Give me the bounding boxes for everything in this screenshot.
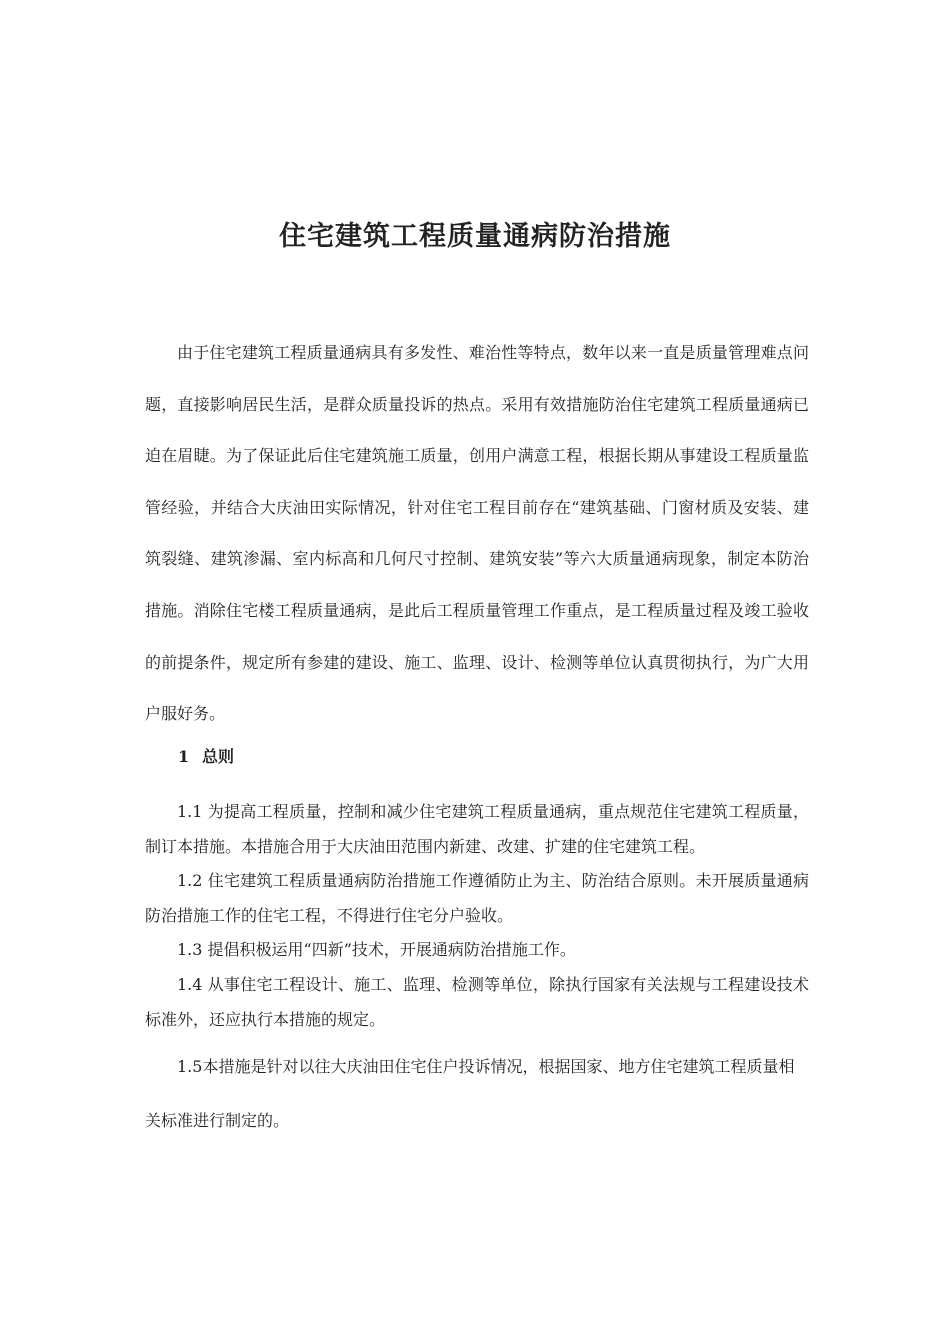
intro-paragraph: 由于住宅建筑工程质量通病具有多发性、难治性等特点，数年以来一直是质量管理难点问题，直接影响居民生活，是群众质量投诉的热点。采用有效措施防治住宅建筑工程质量通病已迫在眉睫。为了保证此后住宅建筑施工质量，创用户满意工程，根据长期从事建设工程质量监管经验，并结合大庆油田实际情况，针对住宅工程目前存在“建筑基础、门窗材质及安装、建筑裂缝、建筑渗漏、室内标高和几何尺寸控制、建筑安装”等六大质量通病现象，制定本防治措施。消除住宅楼工程质量通病，是此后工程质量管理工作重点，是工程质量过程及竣工验收的前提条件，规定所有参建的建设、施工、监理、设计、检测等单位认真贯彻执行，为广大用户服好务。 bbox=[145, 343, 809, 724]
clause-1-1: 1.1 为提高工程质量，控制和减少住宅建筑工程质量通病，重点规范住宅建筑工程质量，制订本措施。本措施合用于大庆油田范围内新建、改建、扩建的住宅建筑工程。 bbox=[145, 802, 809, 856]
clause-list bbox=[145, 795, 809, 1037]
section-heading bbox=[178, 746, 234, 768]
section-number: 1 bbox=[178, 747, 190, 766]
clause-1-4: 1.4 从事住宅工程设计、施工、监理、检测等单位，除执行国家有关法规与工程建设技术标准外，还应执行本措施的规定。 bbox=[145, 974, 809, 1029]
clause-1-2: 1.2 住宅建筑工程质量通病防治措施工作遵循防止为主、防治结合原则。未开展质量通病防治措施工作的住宅工程，不得进行住宅分户验收。 bbox=[145, 871, 809, 925]
clause-1-3: 1.3 提倡积极运用“四新”技术，开展通病防治措施工作。 bbox=[177, 940, 576, 960]
section-title: 总则 bbox=[202, 747, 235, 766]
document-title: 住宅建筑工程质量通病防治措施 bbox=[279, 221, 671, 252]
clause-1-5: 1.5本措施是针对以往大庆油田住宅住户投诉情况，根据国家、地方住宅建筑工程质量相关标准进行制定的。 bbox=[145, 1057, 795, 1130]
